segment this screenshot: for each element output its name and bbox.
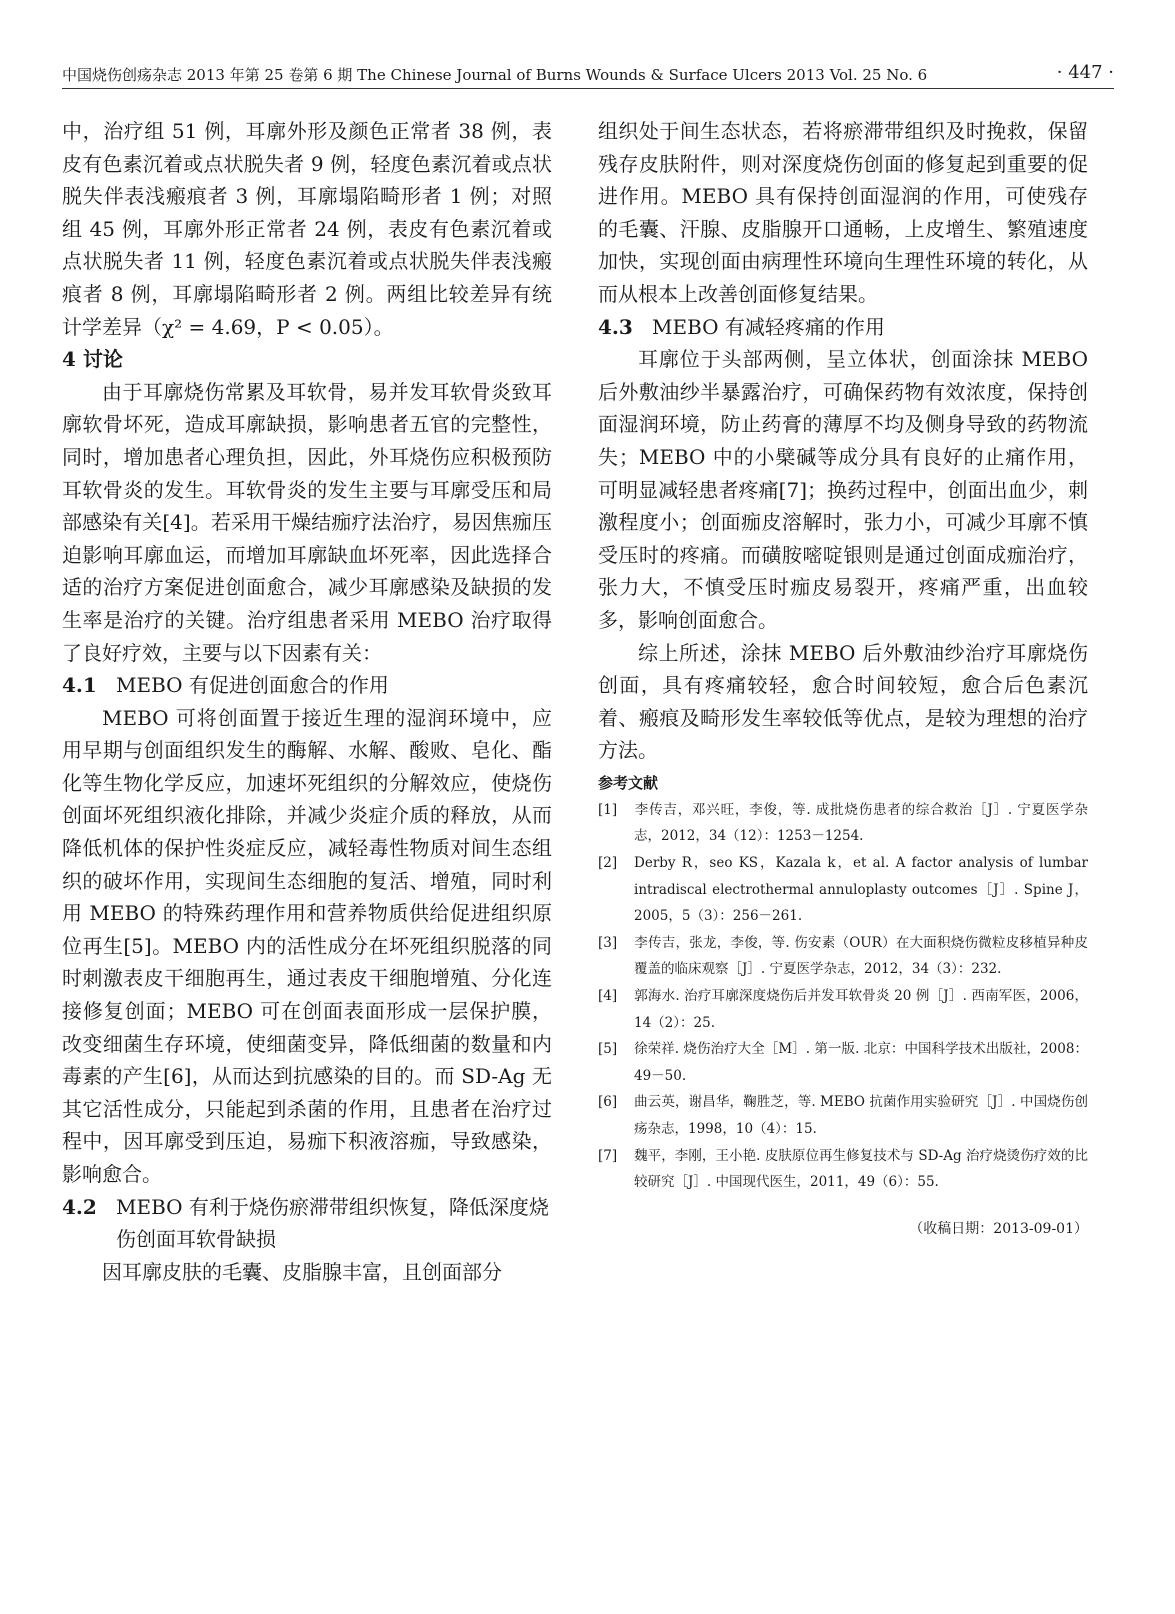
references-heading: 参考文献: [598, 773, 659, 792]
reference-number: [1]: [598, 801, 618, 818]
reference-item: [598, 850, 1088, 930]
reference-text: 郭海水. 治疗耳廓深度烧伤后并发耳软骨炎 20 例［J］. 西南军医，2006，14（2）：25.: [634, 988, 1088, 1031]
reference-item: [598, 797, 1088, 850]
subsection-heading-4-3: [598, 311, 1088, 344]
subsection-heading-4-2: [62, 1191, 552, 1256]
reference-number: [4]: [598, 988, 618, 1005]
subsection-heading-4-1: [62, 669, 552, 702]
reference-text: 魏平，李刚，王小艳. 皮肤原位再生修复技术与 SD-Ag 治疗烧烫伤疗效的比较研究［J］. 中国现代医生，2011，49（6）：55.: [634, 1147, 1088, 1191]
discussion-paragraph: 由于耳廓烧伤常累及耳软骨，易并发耳软骨炎致耳廓软骨坏死，造成耳廓缺损，影响患者五官的完整性，同时，增加患者心理负担，因此，外耳烧伤应积极预防耳软骨炎的发生。耳软骨炎的发生主要与耳廓受压和局部感染有关[4]。若采用干燥结痂疗法治疗，易因焦痂压迫影响耳廓血运，而增加耳廓缺血坏死率，因此选择合适的治疗方案促进创面愈合，减少耳廓感染及缺损的发生率是治疗的关键。治疗组患者采用 MEBO 治疗取得了良好疗效，主要与以下因素有关：: [62, 379, 552, 665]
paragraph-4-3: 耳廓位于头部两侧，呈立体状，创面涂抹 MEBO后外敷油纱半暴露治疗，可确保药物有效浓度，保持创面湿润环境，防止药膏的薄厚不均及侧身导致的药物流失；MEBO 中的小檗碱等成分具有良好的止痛作用，可明显减轻患者疼痛[7]；换药过程中，创面出血少，刺激程度小；创面痂皮溶解时，张力小，可减少耳廓不慎受压时的疼痛。而磺胺嘧啶银则是通过创面成痂治疗，张力大，不慎受压时痂皮易裂开，疼痛严重，出血较多，影响创面愈合。: [598, 347, 1088, 632]
reference-list: [598, 797, 1088, 1196]
reference-item: [598, 1143, 1088, 1196]
reference-text: Derby R，seo KS，Kazala k，et al. A factor analysis of lumbar intradiscal electrothermal annuloplasty outcomes［J］. Spine J，2005，5（3）：256－261.: [634, 855, 1088, 925]
paragraph-4-2-start: 因耳廓皮肤的毛囊、皮脂腺丰富，且创面部分: [102, 1259, 502, 1284]
subsection-number: 4.1: [62, 673, 97, 698]
reference-text: 曲云英，谢昌华，鞠胜芝，等. MEBO 抗菌作用实验研究［J］. 中国烧伤创疡杂志，1998，10（4）：15.: [634, 1094, 1088, 1137]
running-header: [62, 64, 1114, 88]
reference-number: [7]: [598, 1147, 618, 1164]
subsection-number: 4.3: [598, 314, 633, 339]
reference-number: [6]: [598, 1094, 618, 1111]
subsection-title: MEBO 有减轻疼痛的作用: [652, 314, 885, 339]
subsection-number: 4.2: [62, 1194, 97, 1219]
reference-item: [598, 983, 1088, 1036]
reference-text: 李传吉，邓兴旺，李俊，等. 成批烧伤患者的综合救治［J］. 宁夏医学杂志，2012，34（12）：1253－1254.: [634, 801, 1088, 845]
conclusion-paragraph: 综上所述，涂抹 MEBO 后外敷油纱治疗耳廓烧伤创面，具有疼痛较轻，愈合时间较短，愈合后色素沉着、瘢痕及畸形发生率较低等优点，是较为理想的治疗方法。: [598, 640, 1088, 763]
page-number: · 447 ·: [1056, 62, 1114, 83]
reference-item: [598, 1089, 1088, 1142]
subsection-title: MEBO 有利于烧伤瘀滞带组织恢复，降低深度烧伤创面耳软骨缺损: [116, 1194, 549, 1252]
subsection-title: MEBO 有促进创面愈合的作用: [116, 673, 389, 698]
reference-item: [598, 930, 1088, 983]
paragraph-4-2-end: 组织处于间生态状态，若将瘀滞带组织及时挽救，保留残存皮肤附件，则对深度烧伤创面的修复起到重要的促进作用。MEBO 具有保持创面湿润的作用，可使残存的毛囊、汗腺、皮脂腺开口通畅，上皮增生、繁殖速度加快，实现创面由病理性环境向生理性环境的转化，从而从根本上改善创面修复结果。: [598, 119, 1088, 306]
reference-number: [5]: [598, 1041, 618, 1058]
header-rule: [62, 88, 1114, 89]
reference-number: [2]: [598, 855, 618, 872]
reference-text: 李传吉，张龙，李俊，等. 伤安素（OUR）在大面积烧伤微粒皮移植异种皮覆盖的临床观察［J］. 宁夏医学杂志，2012，34（3）：232.: [634, 934, 1088, 978]
left-column: [62, 115, 552, 1288]
right-column: [598, 115, 1088, 1238]
reference-text: 徐荣祥. 烧伤治疗大全［M］. 第一版. 北京：中国科学技术出版社，2008：49－50.: [634, 1041, 1088, 1084]
reference-item: [598, 1036, 1088, 1089]
paragraph-4-1: MEBO 可将创面置于接近生理的湿润环境中，应用早期与创面组织发生的酶解、水解、酸败、皂化、酯化等生物化学反应，加速坏死组织的分解效应，使烧伤创面坏死组织液化排除，并减少炎症介质的释放，从而降低机体的保护性炎症反应，减轻毒性物质对间生态组织的破坏作用，实现间生态细胞的复活、增殖，同时利用 MEBO 的特殊药理作用和营养物质供给促进组织原位再生[5]。MEBO 内的活性成分在坏死组织脱落的同时刺激表皮干细胞再生，通过表皮干细胞增殖、分化连接修复创面；MEBO 可在创面表面形成一层保护膜，改变细菌生存环境，使细菌变异，降低细菌的数量和内毒素的产生[6]，从而达到抗感染的目的。而 SD-Ag 无其它活性成分，只能起到杀菌的作用，且患者在治疗过程中，因耳廓受到压迫，易痂下积液溶痂，导致感染，影响愈合。: [62, 705, 552, 1186]
results-paragraph-end: 中，治疗组 51 例，耳廓外形及颜色正常者 38 例，表皮有色素沉着或点状脱失者 9 例，轻度色素沉着或点状脱失伴表浅瘢痕者 3 例，耳廓塌陷畸形者 1 例；对照组 45 例，耳廓外形正常者 24 例，表皮有色素沉着或点状脱失者 11 例，轻度色素沉着或点状脱失伴表浅瘢痕者 8 例，耳廓塌陷畸形者 2 例。两组比较差异有统计学差异（χ² = 4.69，P < 0.05）。: [62, 119, 552, 339]
journal-citation: 中国烧伤创疡杂志 2013 年第 25 卷第 6 期 The Chinese Journal of Burns Wounds & Surface Ulcers 2013 Vol. 25 No. 6: [62, 66, 928, 84]
section-heading-discussion: 4 讨论: [62, 347, 123, 372]
reference-number: [3]: [598, 934, 618, 951]
received-date: （收稿日期：2013-09-01）: [909, 1220, 1088, 1237]
